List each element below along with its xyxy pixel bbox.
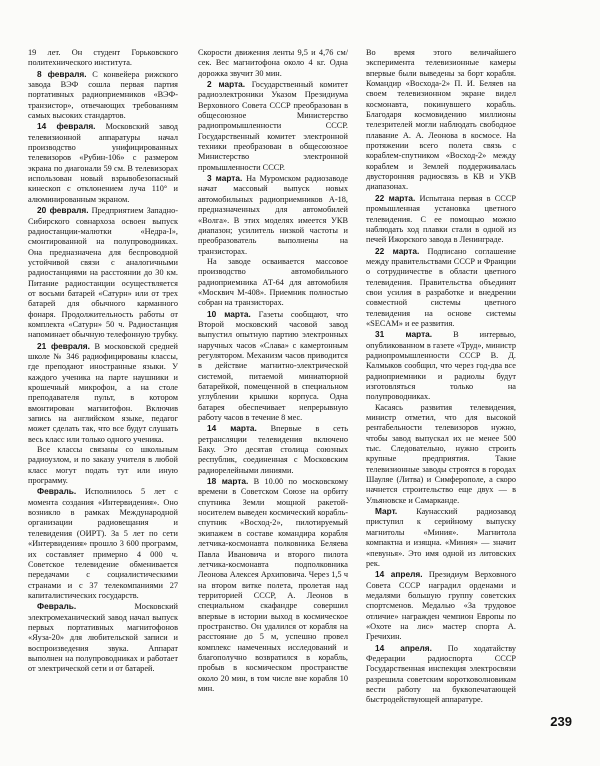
page-number: 239: [550, 714, 572, 729]
paragraph: [198, 173, 348, 257]
date-heading: 20 февраля.: [37, 205, 89, 216]
paragraph-text: Президиум Верховного Совета СССР наградил орденами и медалями большую группу советских спортсменов. Медалью «За трудовое отличие» награжден чемпион Европы по «Охоте на лис» мастер спорта А. Гречихин.: [366, 570, 516, 642]
paragraph: [28, 486, 178, 601]
date-heading: 14 марта.: [207, 423, 257, 434]
text-column-2: [198, 48, 348, 736]
paragraph: [366, 329, 516, 402]
paragraph: [366, 403, 516, 506]
paragraph-text: Во время этого величайшего эксперимента телевизионные камеры впервые были выведены за борт корабля. Командир «Восхода-2» П. И. Беляев на своем телевизионном экране видел космонавта, покинувшего корабль. Благодаря космовидению миллионы телезрителей могли наблюдать свободное плавание А. А. Леонова в космосе. На протяжении всего полета связь с кораблем-спутником «Восход-2» между кораблем и Землей поддерживалась двусторонняя радиосвязь в КВ и УКВ диапазонах.: [366, 48, 516, 192]
paragraph: [28, 205, 178, 340]
paragraph-text: Предприятием Западно-Сибирского совнархоза освоен выпуск радиостанции-малютки «Недра-I», смонтированной на полупроводниках. Она предназначена для беспроводной устойчивой связи с аналогичными радиостанциями на расстоянии до 30 км. Питание радиостанции осуществляется от восьми батарей «Сатурн» или от трех батарей для обычного карманного фонаря. Продолжительность работы от комплекта «Сатурн» 50 ч. Радиостанция напоминает обычную телефонную трубку.: [28, 206, 178, 340]
paragraph-text: Каунасский радиозавод приступил к серийному выпуску магнитолы «Миния». Магнитола компактна и изящна. «Миния» — значит «певунья». Это имя одной из литовских рек.: [366, 507, 516, 568]
paragraph: [366, 48, 516, 193]
date-heading: 10 марта.: [207, 308, 251, 319]
date-heading: 22 марта.: [375, 245, 420, 256]
date-heading: Февраль.: [37, 486, 77, 497]
paragraph-text: Московский электромеханический завод начал выпуск первых портативных магнитофонов «Яуза-20» для любительской записи и воспроизведения звука. Аппарат выполнен на полупроводниках и работает от электрической сети и от батарей.: [28, 602, 178, 674]
paragraph: [28, 121, 178, 205]
paragraph-text: На Муромском радиозаводе начат массовый выпуск новых автомобильных радиоприемников А-18, предназначенных для автомобилей «Волга». В этих моделях имеется УКВ диапазон; усилитель низкой частоты и преобразователь выполнены на транзисторах.: [198, 174, 348, 256]
date-heading: 22 марта.: [375, 192, 416, 203]
paragraph: [366, 246, 516, 330]
date-heading: 14 апреля.: [375, 642, 432, 653]
paragraph-text: Государственный комитет радиоэлектроники Указом Президиума Верховного Совета СССР преобразован в общесоюзное Министерство радиопромышленности СССР. Государственный комитет электронной техники преобразован в общесоюзное Министерство электронной промышленности СССР.: [198, 80, 348, 172]
paragraph-text: Скорости движения ленты 9,5 и 4,76 см/сек. Вес магнитофона около 4 кг. Одна дорожка звучит 30 мин.: [198, 48, 348, 78]
date-heading: 14 февраля.: [37, 121, 96, 132]
paragraph: [198, 257, 348, 309]
date-heading: 18 марта.: [207, 476, 249, 487]
date-heading: 31 марта.: [375, 329, 433, 340]
paragraph-text: В московской средней школе № 346 радиофицированы классы, где преподают иностранные языки. У каждого ученика на парте наушники и крошечный микрофон, а на столе преподавателя пульт, в котором вмонтирован магнитофон. Включив запись на английском языке, педагог может сделать так, что все будут слушать весь класс или только одного ученика.: [28, 341, 178, 444]
paragraph: [366, 643, 516, 706]
paragraph-text: 19 лет. Он студент Горьковского политехнического института.: [28, 48, 178, 68]
paragraph: [366, 193, 516, 246]
paragraph-text: Впервые в сеть ретрансляции телевидения включено Баку. Это десятая столица союзных республик, соединенная с Московским радиорелейными линиями.: [198, 424, 348, 475]
paragraph-text: С конвейера рижского завода ВЭФ сошла первая партия портативных радиоприемников «ВЭФ-транзистор», отвечающих требованиям самых высоких стандартов.: [28, 69, 178, 121]
paragraph: [28, 601, 178, 674]
date-heading: 14 апреля.: [375, 569, 423, 580]
paragraph: [198, 476, 348, 694]
paragraph-text: Московский завод телевизионной аппаратуры начал производство унифицированных телевизоров «Рубин-106» с размером экрана по диагонали 59 см. В телевизорах использован новый взрывобезопасный кинескоп с отклонением луча 110° и алюминированным экраном.: [28, 122, 178, 204]
date-heading: Февраль.: [37, 601, 77, 612]
paragraph-text: В 10.00 по московскому времени в Советском Союзе на орбиту спутника Земли мощной ракетой-носителем выведен космический корабль-спутник «Восход-2», пилотируемый экипажем в составе командира корабля летчика-космонавта полковника Беляева Павла Ивановича и второго пилота летчика-космонавта подполковника Леонова Алексея Архиповича. Через 1,5 ч на втором витке полета, пролетая над территорией СССР, А. Леонов в специальном скафандре совершил впервые в истории выход в космическое пространство. Он удалился от корабля на расстояние до 5 м, успешно провел комплекс намеченных исследований и благополучно возвратился в корабль, пробыв в космическом пространстве около 20 мин, в том числе вне корабля 10 мин.: [198, 477, 348, 693]
date-heading: Март.: [375, 506, 398, 517]
date-heading: 8 февраля.: [37, 68, 87, 79]
paragraph-text: Газеты сообщают, что Второй московский часовой завод выпустил опытную партию электронных наручных часов «Слава» с камертонным регулятором. Механизм часов приводится в действие магнитно-электрической системой, питаемой миниатюрной батарейкой, помещенной в специальном углублении крышки корпуса. Одна батарея обеспечивает непрерывную работу часов в течение 8 мес.: [198, 309, 348, 423]
paragraph: [28, 48, 178, 69]
paragraph-text: Исполнилось 5 лет с момента создания «Интервидения». Оно возникло в рамках Международной организации радиовещания и телевидения (ОИРТ). За 5 лет по сети «Интервидения» прошло 3 600 программ, их составляет примерно 4 000 ч. Советское телевидение обменивается передачами с социалистическими странами и с 37 телекомпаниями 27 капиталистических государств.: [28, 487, 178, 600]
paragraph: [28, 69, 178, 122]
date-heading: 2 марта.: [207, 79, 246, 90]
paragraph: [198, 79, 348, 173]
paragraph: [28, 445, 178, 486]
paragraph: [366, 506, 516, 569]
paragraph: [366, 569, 516, 642]
paragraph-text: Испытана первая в СССР промышленная установка цветного телевидения. С ее помощью можно наблюдать ход плавки стали в одной из печей Ижорского завода в Ленинграде.: [366, 193, 516, 245]
paragraph-text: Подписано соглашение между правительствами СССР и Франции о сотрудничестве в области цветного телевидения. Правительства объединят свои усилия в разработке и внедрении совместной системы цветного телевидения на основе системы «SECAM» и ее развития.: [366, 246, 516, 328]
paragraph: [198, 309, 348, 424]
paragraph: [198, 423, 348, 476]
paragraph: [28, 341, 178, 445]
paragraph: [198, 48, 348, 79]
date-heading: 21 февраля.: [37, 340, 90, 351]
paragraph-text: На заводе осваивается массовое производство автомобильного радиоприемника АТ-64 для автомобиля «Москвич М-408». Приемник полностью собран на транзисторах.: [198, 256, 348, 308]
paragraph-text: По ходатайству Федерации радиоспорта СССР Государственная инспекция электросвязи разрешила советским коротковолновикам вести работу на буквопечатающей быстродействующей аппаратуре.: [366, 643, 516, 705]
paragraph-text: Касаясь развития телевидения, министр отметил, что для высокой рентабельности телевизоров нужно, чтобы завод выпускал их не менее 500 тыс. Следовательно, нужно строить крупные предприятия. Такие телевизионные заводы строятся в городах Шауляе (Литва) и Симферополе, а скоро начнется строительство еще двух — в Ульяновске и Самарканде.: [366, 402, 516, 505]
text-column-1: [28, 48, 178, 736]
text-column-3: [366, 48, 516, 736]
date-heading: 3 марта.: [207, 173, 243, 184]
paragraph-text: В интервью, опубликованном в газете «Труд», министр радиопромышленности СССР В. Д. Калмыков сообщил, что через год-два все радиоприемники и радиолы будут изготовляться только на полупроводниках.: [366, 330, 516, 402]
paragraph-text: Все классы связаны со школьным радиоузлом, и по заказу учителя в любой класс могут подать тут или иную программу.: [28, 445, 178, 486]
